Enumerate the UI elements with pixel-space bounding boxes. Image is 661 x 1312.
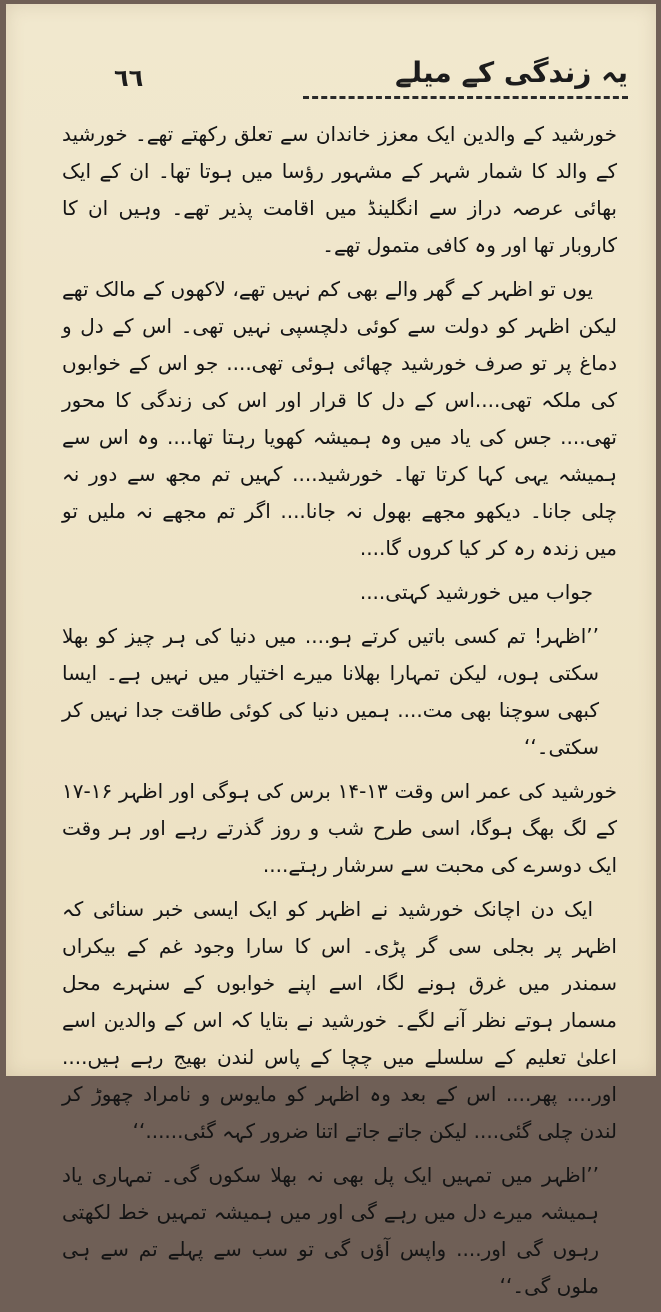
book-page [6, 4, 656, 1298]
paragraph-azhar-love: یوں تو اظہر کے گھر والے بھی کم نہیں تھے، لاکھوں کے مالک تھے لیکن اظہر کو دولت سے کوئی دلچسپی نہیں تھی۔ اس کے دل و دماغ پر تو صرف خورشید چھائی ہوئی تھی.... جو اس کے خوابوں کی ملکہ تھی....اس کے دل کا قرار اور اس کی زندگی کا محور تھی.... جس کی یاد میں وہ ہمیشہ کھویا رہتا تھا.... وہ اس سے ہمیشہ یہی کہا کرتا تھا۔ خورشید.... کہیں تم مجھ سے دور نہ چلی جانا۔ دیکھو مجھے بھول نہ جانا.... اگر تم مجھے نہ ملیں تو میں زندہ رہ کر کیا کروں گا.... [62, 277, 617, 560]
running-title: یہ زندگی کے میلے [395, 56, 628, 89]
header-divider [303, 96, 628, 99]
page-header [58, 56, 628, 104]
page-number: ٦٦ [114, 64, 144, 92]
paragraph-reply-intro: جواب میں خورشید کہتی.... [359, 580, 593, 604]
body-text [62, 116, 617, 1312]
paragraph-ages: خورشید کی عمر اس وقت ۱۳-۱۴ برس کی ہوگی اور اظہر ۱۶-۱۷ کے لگ بھگ ہوگا، اسی طرح شب و روز گذرتے رہے اور ہر وقت ایک دوسرے کی محبت سے سرشار رہتے.... [62, 779, 617, 877]
paragraph-khurshid-reply: ’’اظہر! تم کسی باتیں کرتے ہو.... میں دنیا کی ہر چیز کو بھلا سکتی ہوں، لیکن تمہارا بھلانا میرے اختیار میں نہیں ہے۔ ایسا کبھی سوچنا بھی مت.... ہمیں دنیا کی کوئی طاقت جدا نہیں کر سکتی۔‘‘ [62, 624, 599, 759]
paragraph-news-departure: ایک دن اچانک خورشید نے اظہر کو ایک ایسی خبر سنائی کہ اظہر پر بجلی سی گر پڑی۔ اس کا سارا وجود غم کے بیکراں سمندر میں غرق ہونے لگا، اسے اپنے خوابوں کے سنہرے محل مسمار ہوتے نظر آنے لگے۔ خورشید نے بتایا کہ اس کے والدین اسے اعلیٰ تعلیم کے سلسلے میں چچا کے پاس لندن بھیج رہے ہیں.... اور.... پھر.... اس کے بعد وہ اظہر کو مایوس و نامراد چھوڑ کر لندن چلی گئی.... لیکن جاتے جاتے اتنا ضرور کہہ گئی......‘‘ [62, 897, 617, 1143]
paragraph-family-background: خورشید کے والدین ایک معزز خاندان سے تعلق رکھتے تھے۔ خورشید کے والد کا شمار شہر کے مشہور رؤسا میں ہوتا تھا۔ ان کے ایک بھائی عرصہ دراز سے انگلینڈ میں اقامت پذیر تھے۔ وہیں ان کا کاروبار تھا اور وہ کافی متمول تھے۔ [62, 122, 617, 257]
paragraph-farewell-promise: ’’اظہر میں تمہیں ایک پل بھی نہ بھلا سکوں گی۔ تمہاری یاد ہمیشہ میرے دل میں رہے گی اور میں ہمیشہ تمہیں خط لکھتی رہوں گی اور.... واپس آؤں گی تو سب سے پہلے تم سے ہی ملوں گی۔‘‘ [62, 1163, 599, 1298]
